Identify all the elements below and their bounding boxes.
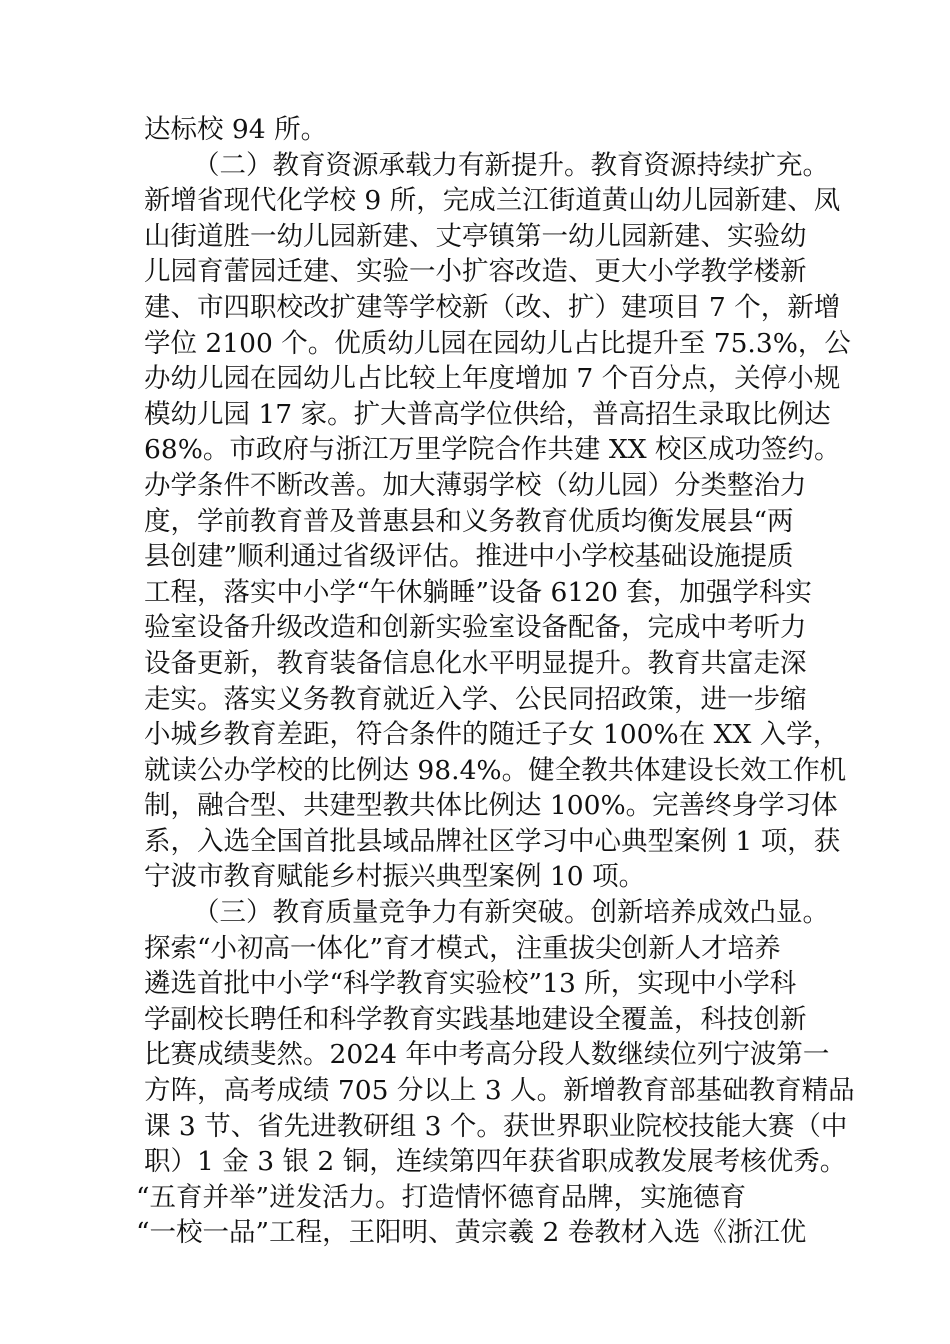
- text-line: 新增省现代化学校 9 所，完成兰江街道黄山幼儿园新建、凤: [144, 185, 841, 217]
- text-line: 小城乡教育差距，符合条件的随迁子女 100%在 XX 入学，: [144, 719, 840, 751]
- text-line: 山街道胜一幼儿园新建、丈亭镇第一幼儿园新建、实验幼: [144, 220, 807, 252]
- text-line: 学副校长聘任和科学教育实践基地建设全覆盖，科技创新: [144, 1003, 807, 1035]
- text-line: 就读公办学校的比例达 98.4%。健全教共体建设长效工作机: [144, 754, 847, 786]
- text-line: 模幼儿园 17 家。扩大普高学位供给，普高招生录取比例达: [144, 398, 831, 430]
- text-line: 遴选首批中小学“科学教育实验校”13 所，实现中小学科: [144, 968, 797, 1000]
- text-line: 探索“小初高一体化”育才模式，注重拔尖创新人才培养: [144, 932, 781, 964]
- text-line: 设备更新，教育装备信息化水平明显提升。教育共富走深: [144, 647, 807, 679]
- text-line: 比赛成绩斐然。2024 年中考高分段人数继续位列宁波第一: [144, 1039, 830, 1071]
- text-line: 度，学前教育普及普惠县和义务教育优质均衡发展县“两: [144, 505, 794, 537]
- text-line: 宁波市教育赋能乡村振兴典型案例 10 项。: [144, 861, 646, 893]
- text-line: 课 3 节、省先进教研组 3 个。获世界职业院校技能大赛（中: [144, 1110, 848, 1142]
- section-heading-line: （三）教育质量竞争力有新突破。创新培养成效凸显。: [193, 897, 829, 929]
- text-line: 系，入选全国首批县域品牌社区学习中心典型案例 1 项，获: [144, 825, 841, 857]
- text-line: 工程，落实中小学“午休躺睡”设备 6120 套，加强学科实: [144, 576, 812, 608]
- text-line: 走实。落实义务教育就近入学、公民同招政策，进一步缩: [144, 683, 807, 715]
- body-text: [136, 112, 855, 1251]
- text-line: 办学条件不断改善。加大薄弱学校（幼儿园）分类整治力: [144, 469, 807, 501]
- text-line: “一校一品”工程，王阳明、黄宗羲 2 卷教材入选《浙江优: [136, 1217, 807, 1249]
- text-line: 建、市四职校改扩建等学校新（改、扩）建项目 7 个，新增: [144, 291, 841, 323]
- section-heading-line: （二）教育资源承载力有新提升。教育资源持续扩充。: [193, 149, 829, 181]
- text-line: 职）1 金 3 银 2 铜，连续第四年获省职成教发展考核优秀。: [144, 1146, 847, 1178]
- text-line: 儿园育蕾园迁建、实验一小扩容改造、更大小学教学楼新: [144, 256, 807, 288]
- text-line: 达标校 94 所。: [144, 114, 328, 145]
- text-line: 办幼儿园在园幼儿占比较上年度增加 7 个百分点，关停小规: [144, 363, 841, 395]
- text-line: 方阵，高考成绩 705 分以上 3 人。新增教育部基础教育精品: [144, 1075, 855, 1107]
- text-line: 学位 2100 个。优质幼儿园在园幼儿占比提升至 75.3%，公: [144, 327, 851, 359]
- text-line: 制，融合型、共建型教共体比例达 100%。完善终身学习体: [144, 790, 838, 822]
- text-line: 68%。市政府与浙江万里学院合作共建 XX 校区成功签约。: [144, 434, 841, 466]
- text-line: “五育并举”迸发活力。打造情怀德育品牌，实施德育: [136, 1181, 747, 1213]
- text-line: 验室设备升级改造和创新实验室设备配备，完成中考听力: [144, 612, 807, 644]
- text-line: 县创建”顺利通过省级评估。推进中小学校基础设施提质: [144, 541, 794, 573]
